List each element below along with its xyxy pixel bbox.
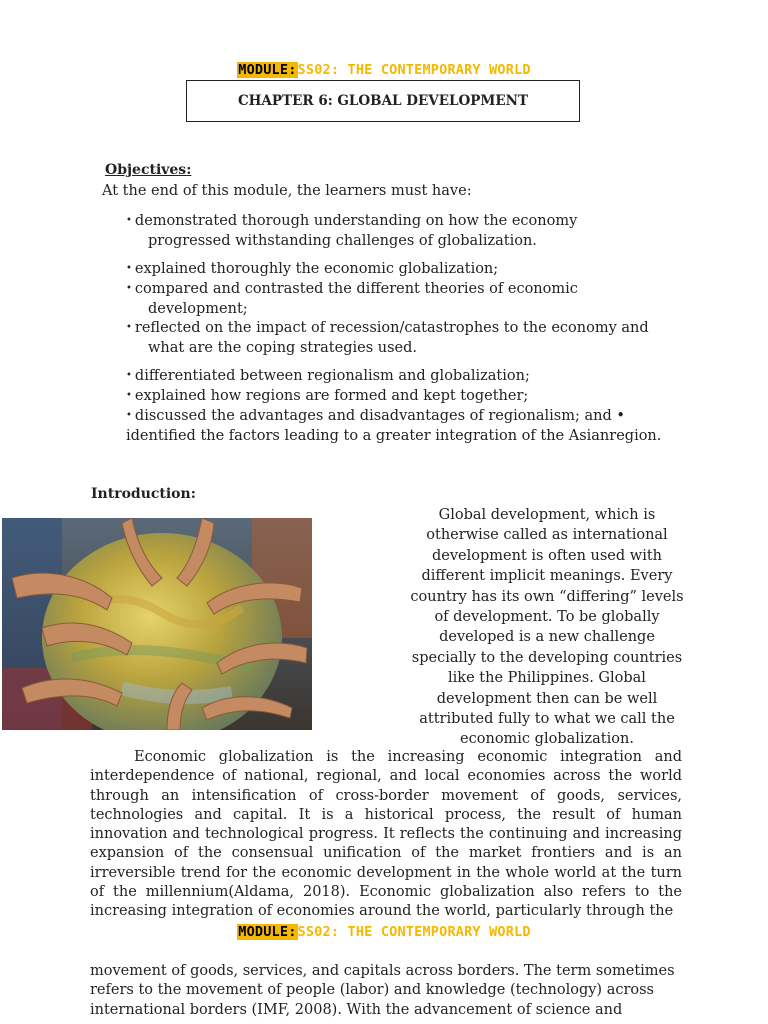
- chapter-title: CHAPTER 6: GLOBAL DEVELOPMENT: [237, 93, 529, 109]
- objective-item: • differentiated between regionalism and globalization;: [126, 368, 530, 384]
- economic-globalization-paragraph: Economic globalization is the increasing economic integration and interdependence of national, regional, and local economies across the world through an intensification of cross-border movement of goods, services, technologies and capital. It is a historical process, the result of human innovation and technological progress. It reflects the continuing and increasing expansion of the consensual unification of the market frontiers and is an irreversible trend for the economic development in the whole world at the turn of the millennium(Aldama, 2018). Economic globalization also refers to the increasing integration of economies around the world, particularly through the: [90, 749, 682, 920]
- module-title: SS02: THE CONTEMPORARY WORLD: [297, 62, 531, 78]
- objective-item: • explained how regions are formed and kept together;: [126, 388, 529, 404]
- chapter-title-box: [186, 80, 580, 122]
- module-header-top: [0, 62, 768, 78]
- hands-on-globe-photo: [2, 518, 312, 730]
- module-label: MODULE:: [238, 62, 297, 78]
- objective-item: • discussed the advantages and disadvantages of regionalism; and •: [126, 408, 625, 424]
- objective-item: • reflected on the impact of recession/catastrophes to the economy and what are the coping strategies used.: [126, 320, 649, 356]
- continued-paragraph: movement of goods, services, and capitals across borders. The term sometimes refers to the movement of people (labor) and knowledge (technology) across international borders (IMF, 2008). With the advancement of science and: [90, 963, 675, 1018]
- introduction-side-text: Global development, which is otherwise called as international development is often used with different implicit meanings. Every country has its own “differing” levels of development. To be globally developed is a new challenge specially to the developing countries like the Philippines. Global development then can be well attributed fully to what we call the economic globalization.: [410, 507, 684, 748]
- objectives-list: [126, 212, 686, 446]
- module-title: SS02: THE CONTEMPORARY WORLD: [297, 924, 531, 940]
- module-label: MODULE:: [238, 924, 297, 940]
- objective-last-line: identified the factors leading to a greater integration of the Asianregion.: [126, 428, 662, 444]
- objective-item: • explained thoroughly the economic globalization;: [126, 261, 499, 277]
- objectives-lead: At the end of this module, the learners must have:: [102, 183, 472, 199]
- introduction-heading: Introduction:: [91, 486, 196, 502]
- module-header-bottom: [0, 924, 768, 940]
- objectives-heading: Objectives:: [105, 162, 192, 178]
- objective-item: • compared and contrasted the different theories of economic development;: [126, 281, 578, 317]
- objective-item: • demonstrated thorough understanding on how the economy progressed withstanding challenges of globalization.: [126, 213, 578, 249]
